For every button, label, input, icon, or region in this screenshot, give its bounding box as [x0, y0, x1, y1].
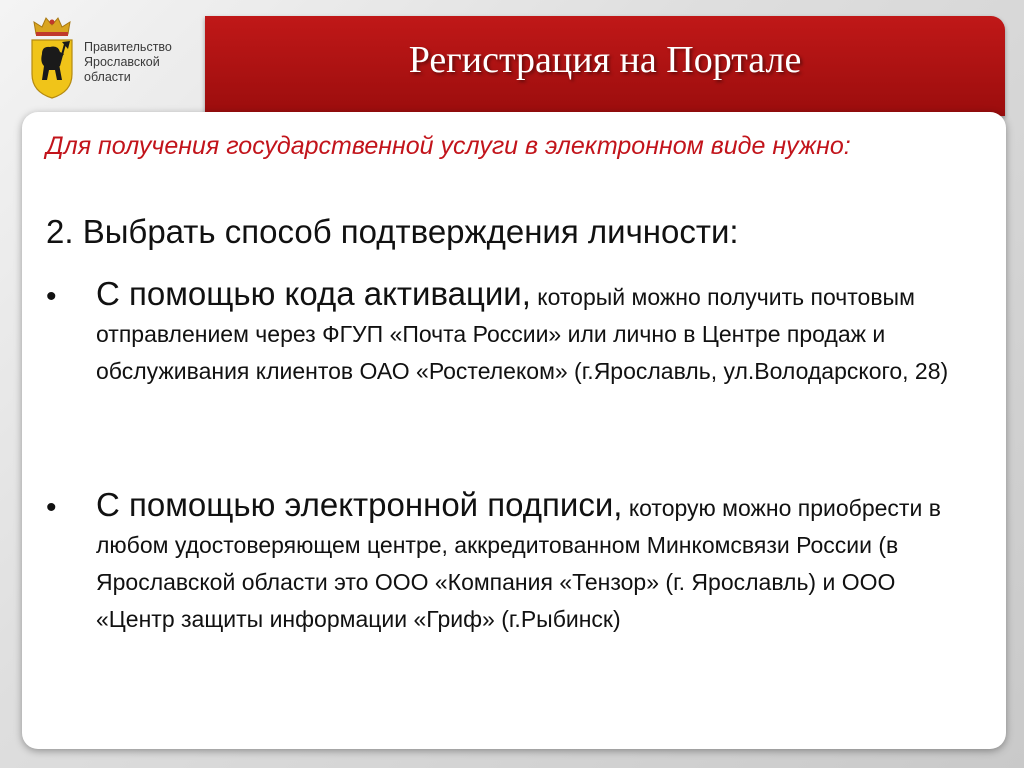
bullet-marker: • — [46, 491, 57, 524]
bullet-detail: который можно получить почтовым отправлением через ФГУП «Почта России» или лично в Центре продаж и обслуживания клиентов ОАО «Ростелеком» (г.Ярославль, ул.Володарского, 28) — [96, 284, 949, 384]
bullet-marker: • — [46, 280, 57, 313]
bullet-detail: которую можно приобрести в любом удостоверяющем центре, аккредитованном Минкомсвязи России (в Ярославской области это ООО «Компания «Тензор» (г. Ярославль) и ООО «Центр защиты информации «Гриф» (г.Рыбинск) — [96, 495, 941, 632]
bullet-item-activation-code — [46, 275, 986, 390]
content-panel — [22, 112, 1006, 749]
org-name-line-1: Правительство — [84, 40, 172, 54]
header-logo — [0, 0, 205, 110]
org-name — [84, 40, 204, 85]
org-name-line-3: области — [84, 70, 131, 84]
bullet-lead: С помощью электронной подписи, — [96, 486, 623, 523]
slide-title: Регистрация на Портале — [408, 39, 802, 81]
coat-of-arms-icon — [28, 14, 76, 100]
org-name-line-2: Ярославской — [84, 55, 160, 69]
bullet-text — [96, 275, 976, 390]
title-bar — [205, 16, 1005, 116]
intro-text: Для получения государственной услуги в электронном виде нужно: — [46, 132, 851, 160]
bullet-text — [96, 486, 976, 638]
bullet-item-electronic-signature — [46, 486, 986, 638]
step-heading: 2. Выбрать способ подтверждения личности: — [46, 213, 739, 250]
bullet-lead: С помощью кода активации, — [96, 275, 531, 312]
